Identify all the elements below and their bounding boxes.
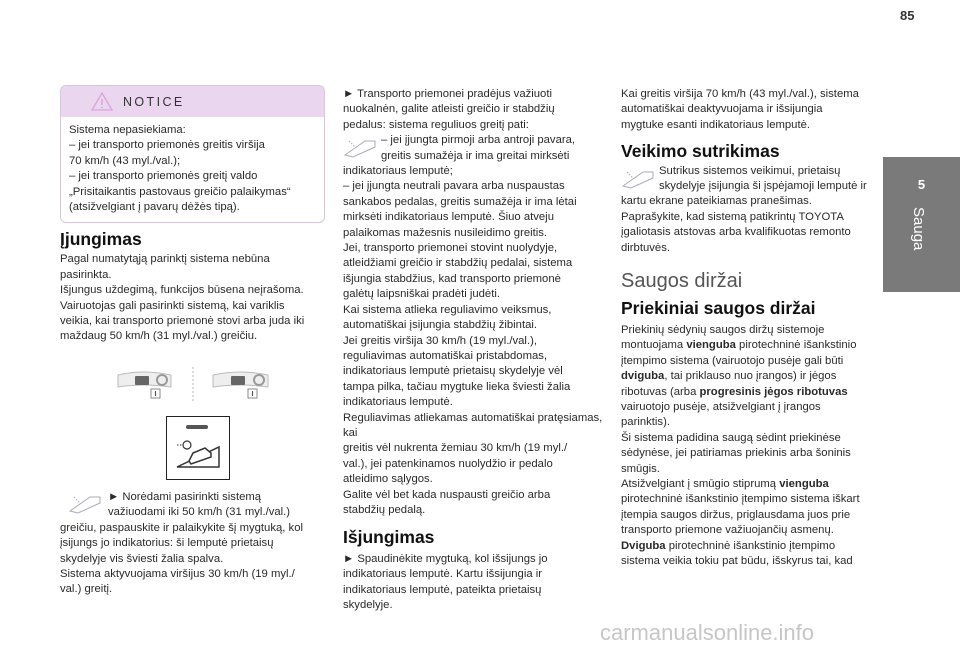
section-heading-activation: Įjungimas [60, 229, 142, 249]
text-line: indikatoriaus lemputė; [343, 165, 453, 178]
text-line: greitis sumažėja ir ima greitai mirksėti [381, 149, 570, 162]
page-number: 85 [900, 8, 915, 23]
text-line: – jei transporto priemonės greitis viršija [69, 139, 265, 152]
text-line: išjungia stabdžius, kad transporto priemonė [343, 272, 561, 285]
text-line: įgaliotasis atstovas arba kvalifikuotas remonto [621, 226, 851, 239]
text-line: važiuodami iki 50 km/h (31 myl./val.) [108, 506, 291, 519]
text-line: tampa pilka, tačiau mygtuke lieka šviesti žalia [343, 380, 571, 393]
malfunction-text [621, 194, 883, 256]
text-line: dirbtuvės. [621, 241, 670, 254]
text-line: įsijungs jo indikatorius: ši lemputė prietaisų [60, 537, 274, 550]
text-line: val.), jei patenkinamos nuolydžio ir pedalo [343, 457, 553, 470]
text-line: greitis vėl nukrenta žemiau 30 km/h (19 myl./ [343, 442, 568, 455]
text-line: indikatoriaus lemputė. [343, 396, 453, 409]
text-line: Reguliavimas atliekamas automatiškai pratęsiamas, kai [343, 411, 603, 439]
notice-title: NOTICE [123, 94, 185, 109]
section-heading-malfunction: Veikimo sutrikimas [621, 141, 780, 162]
text-line: automatiškai deaktyvuojama ir išsijungia [621, 103, 823, 116]
text-line: Paprašykite, kad sistemą patikrintų TOYOTA [621, 210, 844, 223]
gear-tip-text [343, 133, 605, 164]
text-line: 70 km/h (43 myl./val.); [69, 154, 181, 167]
tip-icon [68, 491, 102, 515]
malfunction-tip-text [621, 164, 883, 195]
hill-descent-icon [167, 417, 229, 479]
text-line: Jei, transporto priemonei stovint nuolydyje, [343, 242, 558, 255]
text-line: reguliavimas automatiškai pristabdomas, [343, 349, 548, 362]
chapter-tab[interactable] [883, 157, 960, 292]
text-line: ► Spaudinėkite mygtuką, kol išsijungs jo [343, 552, 548, 565]
text-line: ► Norėdami pasirinkti sistemą [108, 491, 262, 503]
text-line: palaikomas mažesnis nusileidimo greitis. [343, 226, 548, 239]
text-line: automatiškai įsijungia stabdžių žibintai. [343, 319, 538, 332]
text-line: skydelyje įsijungia ši įspėjamoji lemputė ir [659, 180, 867, 193]
malfunction-tip [621, 164, 883, 195]
column-3 [621, 87, 883, 569]
text-line: val.) greitį. [60, 583, 113, 596]
text-line: kartu ekrane pateikiamas pranešimas. [621, 195, 812, 208]
text-line: Vairuotojas gali pasirinkti sistemą, kai variklis [60, 299, 285, 312]
text-line: atleidimo sąlygos. [343, 473, 433, 486]
column-1 [60, 229, 330, 345]
notice-header [61, 86, 324, 117]
text-line: (atsižvelgiant į pavarų dėžės tipą). [69, 201, 240, 214]
activation-text [60, 252, 330, 344]
text-line: nuokalnėn, galite atleisti greičio ir stabdžių [343, 103, 555, 116]
text-line: atleidžiami greičio ir stabdžių pedalai, sistema [343, 257, 573, 270]
text-line: pasirinkta. [60, 268, 112, 281]
downhill-text [343, 87, 605, 133]
text-line: stabdžių pedalą. [343, 503, 426, 516]
dashboard-indicator-illustration [113, 365, 273, 405]
text-line: Jei greitis viršija 30 km/h (19 myl./val.), [343, 334, 537, 347]
text-line: maždaug 50 km/h (31 myl./val.) greičiu. [60, 330, 258, 343]
text-line: sankabos pedalas, greitis sumažėja ir ima lėtai [343, 195, 577, 208]
chapter-number: 5 [917, 177, 926, 192]
tip-icon [621, 166, 655, 190]
notice-box [60, 85, 325, 223]
text-line: greičiu, paspauskite ir palaikykite šį mygtuką, kol [60, 521, 303, 534]
text-line: indikatoriaus lemputė. Kartu išsijungia ir [343, 568, 543, 581]
text-line: pedalus: sistema reguliuos greitį pati: [343, 118, 529, 131]
text-line: skydelyje. [343, 599, 393, 611]
text-line: Pagal numatytąją parinktį sistema nebūna [60, 253, 270, 266]
chapter-section-title: Saugos diržai [621, 270, 743, 293]
front-belts-text: Priekinių sėdynių saugos diržų sistemoje montuojama vienguba pirotechninė išankstinio įtempimo sistema (vairuotojo pusėje gali būti dviguba, tai priklauso nuo įrangos) ir jėgos ribotuvas (arba progresinis jėgos ribotuvas vairuotojo pusėje, atsižvelgiant į įrangos parinktis). Ši sistema padidina saugą sėdint priekinėse sėdynėse, jei patiriamas priekinis arba šoninis smūgis. Atsižvelgiant į smūgio stiprumą vienguba pirotechninė išankstinio įtempimo sistema iškart įtempia saugos diržus, priglausdama juos prie transporto priemone važiuojančių asmenų. Dviguba pirotechninė išankstinio įtempimo sistema veikia tokiu pat būdu, išskyrus tai, kad [621, 323, 860, 567]
notice-body [61, 117, 324, 221]
select-tip [60, 490, 330, 598]
text-line: Sistema nepasiekiama: [69, 124, 186, 136]
text-line: mirksėti indikatoriaus lemputė. Šiuo atveju [343, 211, 554, 224]
tip-icon [343, 135, 377, 159]
text-line: galėtų laipsniškai pradėti judėti. [343, 288, 500, 301]
column-2 [343, 87, 605, 613]
auto-deactivation-text [621, 87, 883, 133]
section-heading-front-belts: Priekiniai saugos diržai [621, 298, 816, 319]
warning-icon [91, 92, 113, 111]
chapter-label: Sauga [910, 207, 927, 251]
footer-watermark: carmanualsonline.info [600, 620, 815, 645]
text-line: Sistema aktyvuojama viršijus 30 km/h (19 myl./ [60, 568, 295, 581]
text-line: Sutrikus sistemos veikimui, prietaisų [659, 164, 841, 177]
text-line: mygtuke esanti indikatoriaus lemputė. [621, 118, 811, 131]
text-line: skydelyje vis šviesti žalia spalva. [60, 552, 224, 565]
deactivation-text [343, 552, 605, 614]
text-line: – jei įjungta pirmoji arba antroji pavara, [381, 134, 576, 147]
text-line: Kai greitis viršija 70 km/h (43 myl./val.), sistema [621, 88, 859, 100]
gear-tip [343, 133, 605, 164]
text-line: – jei transporto priemonės greitį valdo [69, 170, 258, 183]
text-line: Išjungus uždegimą, funkcijos būsena neįrašoma. [60, 284, 304, 297]
text-line: veikia, kai transporto priemonė stovi arba juda iki [60, 315, 305, 328]
text-line: ► Transporto priemonei pradėjus važiuoti [343, 88, 552, 100]
regulation-text [343, 164, 605, 518]
text-line: indikatoriaus lemputė prietaisų skydelyje vėl [343, 365, 563, 378]
section-heading-deactivation: Išjungimas [343, 527, 435, 548]
text-line: Kai sistema atlieka reguliavimo veiksmus, [343, 303, 552, 316]
text-line: Galite vėl bet kada nuspausti greičio arba [343, 488, 551, 501]
hill-descent-button-illustration [166, 416, 230, 480]
text-line: – jei įjungta neutrali pavara arba nuspaustas [343, 180, 565, 193]
text-line: indikatoriaus lemputė, pateikta prietaisų [343, 583, 542, 596]
text-line: „Prisitaikantis pastovaus greičio palaikymas“ [69, 185, 291, 198]
